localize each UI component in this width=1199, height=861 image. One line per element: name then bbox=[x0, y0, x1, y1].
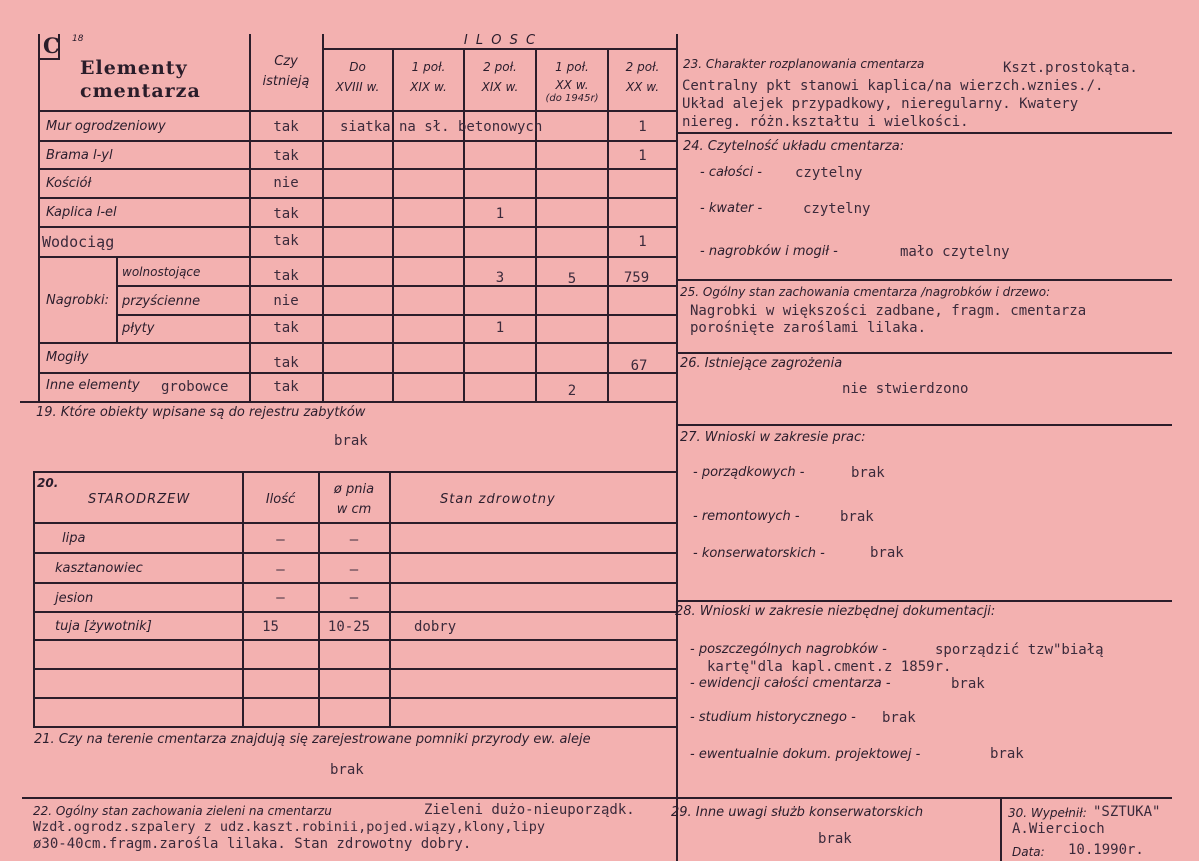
section-30-label: 30. Wypełnił: bbox=[1008, 806, 1087, 820]
period-header-1-line1: Do bbox=[349, 60, 366, 74]
tree-row-name: kasztanowiec bbox=[55, 561, 143, 576]
row-value-wall-c5: 1 bbox=[638, 119, 647, 135]
row-label-freestanding: wolnostojące bbox=[122, 265, 201, 279]
row-label-graves: Mogiły bbox=[46, 350, 89, 365]
section-30-date-value: 10.1990r. bbox=[1068, 842, 1144, 858]
row-label-chapel: Kaplica l-el bbox=[46, 205, 117, 220]
card-letter: C bbox=[43, 33, 61, 58]
section-28-tombs-value2: kartę"dla kapl.cment.z 1859r. bbox=[707, 659, 952, 675]
section-23-line3: Układ alejek przypadkowy, nieregularny. Kwatery bbox=[682, 96, 1079, 112]
tree-row-quantity: 15 bbox=[262, 619, 279, 635]
section-30-date-label: Data: bbox=[1012, 845, 1045, 859]
section-28-records-value: brak bbox=[951, 676, 985, 692]
row-label-other-elements-extra: grobowce bbox=[161, 379, 229, 395]
row-label-church: Kościół bbox=[46, 176, 92, 191]
section-27-label: 27. Wnioski w zakresie prac: bbox=[680, 430, 866, 445]
row-value-gate-c5: 1 bbox=[638, 148, 647, 164]
tree-row-name: jesion bbox=[55, 591, 94, 606]
tree-row-diameter: 10-25 bbox=[327, 619, 371, 635]
section-23-label: 23. Charakter rozplanowania cmentarza bbox=[683, 57, 925, 71]
section-19-value: brak bbox=[334, 433, 368, 449]
section-20-number: 20. bbox=[37, 476, 59, 490]
tree-row-diameter: – bbox=[349, 562, 359, 578]
row-label-waterworks: Wodociąg bbox=[42, 233, 115, 251]
section-24-tombs-value: mało czytelny bbox=[900, 244, 1010, 260]
card-letter-sup: 18 bbox=[72, 34, 84, 44]
period-header-1-line2: XVIII w. bbox=[335, 80, 380, 94]
period-header-3-line1: 2 poł. bbox=[483, 60, 517, 74]
row-value-graves-c5: 67 bbox=[630, 358, 648, 374]
tree-row-diameter: – bbox=[349, 532, 359, 548]
section-28-records-label: - ewidencji całości cmentarza - bbox=[690, 676, 891, 691]
row-label-wall-mounted: przyścienne bbox=[122, 294, 201, 309]
section-27-renovation-label: - remontowych - bbox=[693, 509, 800, 524]
row-exists-wall-mounted: nie bbox=[273, 293, 299, 309]
trees-header-health: Stan zdrowotny bbox=[440, 492, 556, 507]
section-26-value: nie stwierdzono bbox=[842, 381, 969, 397]
row-exists-freestanding: tak bbox=[273, 268, 299, 284]
section-27-conservation-label: - konserwatorskich - bbox=[693, 546, 825, 561]
section-23-line4: niereg. różn.kształtu i wielkości. bbox=[682, 114, 969, 130]
row-value-freestanding-c4: 5 bbox=[567, 271, 577, 287]
row-exists-slabs: tak bbox=[273, 320, 299, 336]
tree-row-diameter: – bbox=[349, 590, 359, 606]
row-label-gate: Brama l-yl bbox=[46, 148, 113, 163]
section-28-history-value: brak bbox=[882, 710, 916, 726]
elements-title-line2: cmentarza bbox=[80, 80, 201, 102]
period-header-3-line2: XIX w. bbox=[481, 80, 519, 94]
tree-row-name: lipa bbox=[62, 531, 86, 546]
section-28-project-value: brak bbox=[990, 746, 1024, 762]
section-28-history-label: - studium historycznego - bbox=[690, 710, 856, 725]
row-exists-gate: tak bbox=[273, 148, 299, 164]
section-21-value: brak bbox=[330, 762, 364, 778]
tree-row-quantity: – bbox=[276, 532, 285, 548]
tombstones-group-label: Nagrobki: bbox=[46, 293, 110, 308]
period-header-4-line1: 1 poł. bbox=[555, 60, 589, 74]
quantity-header: I L O S C bbox=[463, 33, 538, 48]
section-29-value: brak bbox=[818, 831, 852, 847]
tree-row-name: tuja [żywotnik] bbox=[55, 619, 152, 634]
section-27-cleanup-value: brak bbox=[851, 465, 885, 481]
trees-header-diameter-line1: ø pnia bbox=[333, 482, 375, 497]
section-19-label: 19. Które obiekty wpisane są do rejestru zabytków bbox=[36, 405, 366, 420]
section-22-line2: Wzdł.ogrodz.szpalery z udz.kaszt.robinii,poj​ed.wiązy,klony,lipy bbox=[33, 819, 546, 835]
period-header-4-line2: XX w. bbox=[555, 78, 589, 92]
row-label-slabs: płyty bbox=[122, 321, 155, 336]
section-24-quarters-label: - kwater - bbox=[700, 201, 763, 216]
row-label-other-elements: Inne elementy bbox=[46, 378, 140, 393]
row-exists-wall: tak bbox=[273, 119, 299, 135]
section-24-tombs-label: - nagrobków i mogił - bbox=[700, 244, 838, 259]
row-exists-graves: tak bbox=[273, 355, 299, 371]
section-28-project-label: - ewentualnie dokum. projektowej - bbox=[690, 747, 921, 762]
tree-row-quantity: – bbox=[276, 590, 285, 606]
section-24-label: 24. Czytelność układu cmentarza: bbox=[683, 139, 905, 154]
row-value-chapel-c3: 1 bbox=[495, 206, 505, 222]
section-22-line1: Zieleni dużo-nieuporządk. bbox=[424, 802, 635, 818]
section-24-whole-value: czytelny bbox=[795, 165, 863, 181]
row-exists-waterworks: tak bbox=[273, 233, 299, 249]
period-header-5-line1: 2 poł. bbox=[625, 60, 660, 74]
exists-header-line1: Czy bbox=[274, 54, 298, 69]
row-value-slabs-c3: 1 bbox=[495, 320, 505, 336]
section-28-tombs-value: sporządzić tzw"białą bbox=[935, 642, 1104, 658]
section-25-line2: porośnięte zaroślami lilaka. bbox=[690, 320, 927, 336]
section-23-line1: Kszt.prostokąta. bbox=[1003, 60, 1138, 76]
period-header-5-line2: XX w. bbox=[625, 80, 660, 94]
section-22-line3: ø30-40cm.fragm.zarośla lilaka. Stan zdrowotny dobry. bbox=[33, 836, 472, 852]
row-value-freestanding-c5: 759 bbox=[623, 270, 650, 286]
section-25-label: 25. Ogólny stan zachowania cmentarza /nagrobków i drzewo: bbox=[680, 285, 1051, 299]
row-exists-other-elements: tak bbox=[273, 379, 299, 395]
section-24-whole-label: - całości - bbox=[700, 165, 762, 180]
elements-title-line1: Elementy bbox=[80, 57, 188, 79]
row-value-waterworks-c5: 1 bbox=[638, 234, 647, 250]
section-28-label: 28. Wnioski w zakresie niezbędnej dokumentacji: bbox=[675, 604, 996, 619]
trees-header-diameter-line2: w cm bbox=[336, 502, 372, 517]
section-27-renovation-value: brak bbox=[840, 509, 874, 525]
row-exists-church: nie bbox=[273, 175, 299, 191]
section-27-conservation-value: brak bbox=[870, 545, 904, 561]
row-value-other-elements-c4: 2 bbox=[567, 383, 577, 399]
section-30-filled-by-name: A.Wiercioch bbox=[1012, 821, 1105, 837]
section-25-line1: Nagrobki w większości zadbane, fragm. cmentarza bbox=[690, 303, 1087, 319]
tree-row-health: dobry bbox=[414, 619, 457, 635]
section-28-tombs-label: - poszczególnych nagrobków - bbox=[690, 642, 887, 657]
period-header-4-line3: (do 1945r) bbox=[545, 93, 599, 104]
section-23-line2: Centralny pkt stanowi kaplica/na wierzch.wznies./. bbox=[682, 78, 1104, 94]
section-21-label: 21. Czy na terenie cmentarza znajdują się zarejestrowane pomniki przyrody ew. aleje bbox=[34, 732, 591, 747]
row-label-wall: Mur ogrodzeniowy bbox=[46, 119, 166, 134]
row-exists-chapel: tak bbox=[273, 206, 299, 222]
trees-header-quantity: Ilość bbox=[265, 492, 296, 507]
section-22-label: 22. Ogólny stan zachowania zieleni na cmentarzu bbox=[33, 804, 332, 818]
period-header-2-line2: XIX w. bbox=[410, 80, 447, 94]
section-24-quarters-value: czytelny bbox=[803, 201, 871, 217]
section-30-filled-by-org: "SZTUKA" bbox=[1093, 804, 1161, 820]
section-27-cleanup-label: - porządkowych - bbox=[693, 465, 805, 480]
section-29-label: 29. Inne uwagi służb konserwatorskich bbox=[671, 805, 924, 820]
exists-header-line2: istnieją bbox=[262, 74, 310, 89]
period-header-2-line1: 1 poł. bbox=[411, 60, 446, 74]
row-value-wall-description: siatka na sł. betonowych bbox=[340, 119, 543, 135]
row-value-freestanding-c3: 3 bbox=[495, 270, 505, 286]
trees-header-name: STARODRZEW bbox=[88, 492, 191, 507]
tree-row-quantity: – bbox=[276, 562, 285, 578]
section-26-label: 26. Istniejące zagrożenia bbox=[680, 356, 843, 371]
